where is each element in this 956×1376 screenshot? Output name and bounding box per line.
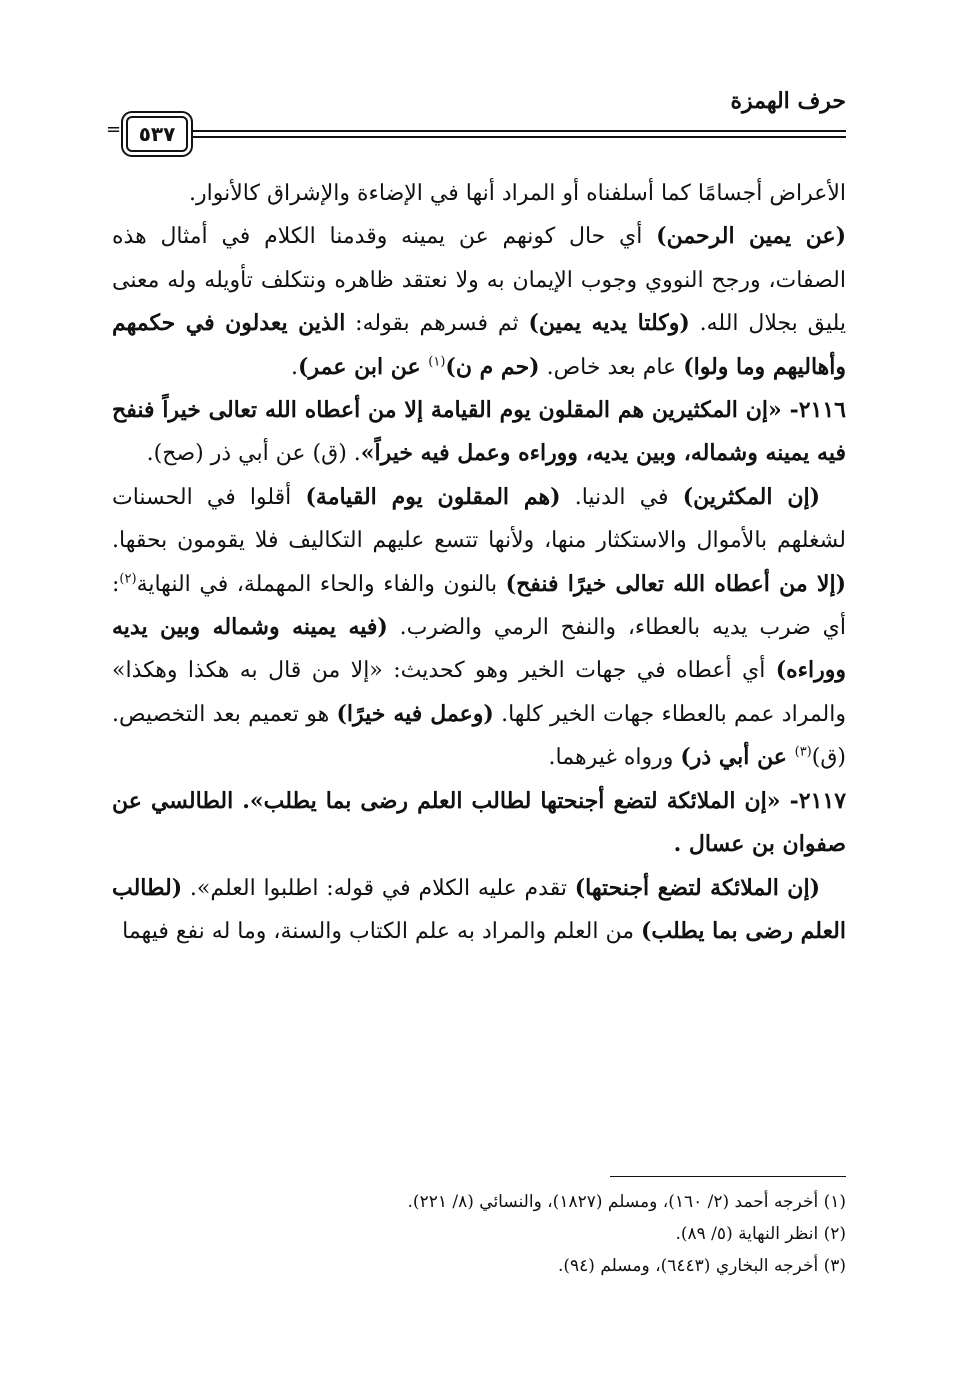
footnote-1: (١) أخرجه أحمد (٢/ ١٦٠)، ومسلم (١٨٢٧)، والنسائي (٨/ ٢٢١). — [407, 1192, 846, 1212]
hadith-text: «إن المكثيرين هم المقلون يوم القيامة إلا من أعطاه الله تعالى خيراً فنفح فيه يمينه وشماله، وبين يديه، ووراءه وعمل فيه خيراً» — [112, 397, 846, 467]
commentary-paragraph-3: (إن الملائكة لتضع أجنحتها) تقدم عليه الكلام في قوله: اطلبوا العلم». (لطالب العلم رضى بما يطلب) من العلم والمراد به علم الكتاب والسنة، وما له نفع فيهما — [112, 874, 846, 944]
quoted-phrase: (هم المقلون يوم القيامة) — [305, 483, 561, 510]
page-number: ٥٣٧ — [126, 116, 188, 152]
quoted-phrase: الذين يعدلون في حكمهم وأهاليهم وما ولوا) — [112, 310, 846, 380]
header-double-rule-bottom — [192, 136, 846, 138]
header-rule — [106, 114, 846, 154]
commentary-paragraph-2: (إن المكثرين) في الدنيا. (هم المقلون يوم القيامة) أقلوا في الحسنات لشغلهم بالأموال والاستكثار منها، ولأنها تتسع عليهم التكاليف فلا يقومون بحقها. (إلا من أعطاه الله تعالى خيرًا فنفح) بالنون والفاء والحاء المهملة، في النهاية$^{(٢)}$: أي ضرب يديه بالعطاء، والنفح الرمي والضرب. (فيه يمينه وشماله وبين يديه ووراءه) أي أعطاه في جهات الخير وهو كحديث: «إلا من قال به هكذا وهكذا» والمراد عمم بالعطاء جهات الخير كلها. (وعمل فيه خيرًا) هو تعميم بعد التخصيص. (ق)$^{(٣)}$ عن أبي ذر) ورواه غيرهما. — [112, 483, 846, 771]
hadith-2116 — [112, 389, 846, 476]
source-ref: (حم م ن) — [445, 353, 540, 380]
quoted-phrase: (إلا من أعطاه الله تعالى خيرًا فنفح) — [505, 570, 846, 597]
header-double-rule-top — [192, 130, 846, 132]
hadith-text: «إن الملائكة لتضع أجنحتها لطالب العلم رضى بما يطلب». الطالسي عن صفوان بن عسال . — [112, 787, 846, 858]
hadith-number: ٢١١٦- — [781, 397, 846, 424]
hadith-2117 — [112, 780, 846, 867]
quoted-phrase: (وكلتا يديه يمين) — [528, 310, 690, 337]
header-left-mark: = — [106, 119, 122, 140]
footnote-separator — [610, 1176, 846, 1177]
footnote-ref: (٢) — [119, 571, 137, 587]
quoted-phrase: (فيه يمينه وشماله وبين يديه ووراءه) — [112, 614, 846, 684]
footnote-ref: (٣) — [794, 744, 812, 760]
narrator: عن أبي ذر) — [680, 744, 795, 771]
quoted-phrase: (إن المكثرين) — [682, 483, 821, 510]
quoted-phrase: (لطالب العلم رضى بما يطلب) — [112, 874, 846, 944]
footnote-2: (٢) انظر النهاية (٥/ ٨٩). — [675, 1224, 846, 1244]
main-text — [112, 172, 846, 953]
hadith-source: . (ق) عن أبي ذر (صح). — [146, 441, 361, 467]
footnote-ref: (١) — [428, 354, 446, 370]
narrator: عن ابن عمر) — [298, 353, 429, 380]
commentary-paragraph-1: (عن يمين الرحمن) أي حال كونهم عن يمينه وقدمنا الكلام في أمثال هذه الصفات، ورجح النووي وجوب الإيمان به ولا نعتقد ظاهره ونتكلف تأويله وله معنى يليق بجلال الله. (وكلتا يديه يمين) ثم فسرهم بقوله: الذين يعدلون في حكمهم وأهاليهم وما ولوا) عام بعد خاص. (حم م ن)$^{(١)}$ عن ابن عمر). — [112, 223, 846, 380]
quoted-phrase: (إن الملائكة لتضع أجنحتها) — [574, 874, 820, 901]
quoted-phrase: (وعمل فيه خيرًا) — [336, 700, 494, 727]
footnotes — [200, 1186, 846, 1282]
running-title: حرف الهمزة — [730, 88, 846, 114]
hadith-number: ٢١١٧- — [780, 787, 847, 814]
footnote-3: (٣) أخرجه البخاري (٦٤٤٣)، ومسلم (٩٤). — [557, 1256, 846, 1276]
paragraph-continued: الأعراض أجسامًا كما أسلفناه أو المراد أنها في الإضاءة والإشراق كالأنوار. — [189, 181, 846, 206]
quoted-phrase: (عن يمين الرحمن) — [656, 223, 846, 250]
